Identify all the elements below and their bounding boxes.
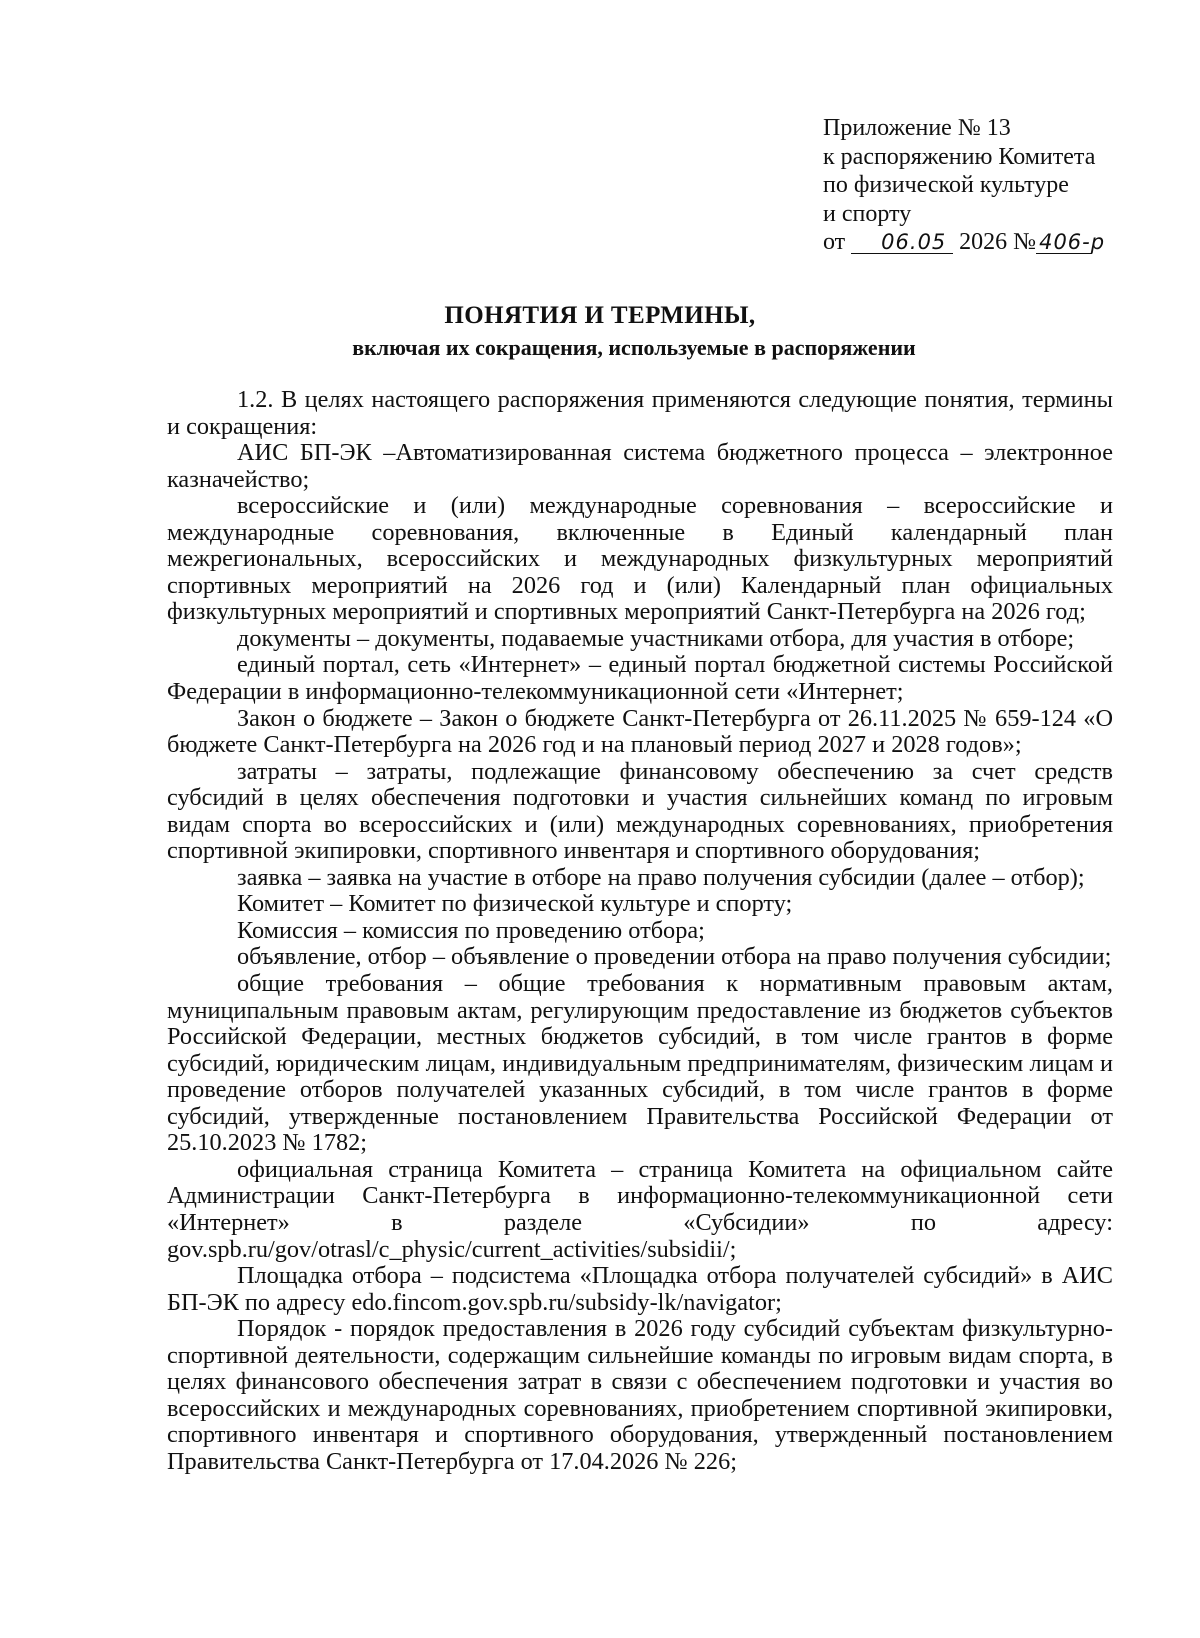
paragraph: единый портал, сеть «Интернет» – единый портал бюджетной системы Российской Федерации в информационно-телекоммуникационной сети «Интернет; — [167, 651, 1113, 706]
document-body — [167, 387, 1113, 1475]
paragraph: Комитет – Комитет по физической культуре и спорту; — [237, 890, 793, 918]
paragraph: объявление, отбор – объявление о проведении отбора на право получения субсидии; — [237, 943, 1112, 971]
appendix-line: и спорту — [823, 200, 912, 227]
paragraph: официальная страница Комитета – страница Комитета на официальном сайте Администрации Санкт-Петербурга в информационно-телекоммуникационной сети «Интернет» в разделе «Субсидии» по адресу: gov.spb.ru/gov/otrasl/c_physic/current_activities/subsidii/; — [167, 1155, 1113, 1263]
appendix-line: к распоряжению Комитета — [823, 143, 1096, 170]
handwritten-number: 406-р — [1036, 231, 1092, 254]
handwritten-date: 06.05 — [851, 231, 953, 254]
paragraph: Закон о бюджете – Закон о бюджете Санкт-Петербурга от 26.11.2025 № 659-124 «О бюджете Санкт-Петербурга на 2026 год и на плановый период 2027 и 2028 годов»; — [167, 704, 1113, 759]
paragraph: затраты – затраты, подлежащие финансовому обеспечению за счет средств субсидий в целях обеспечения подготовки и участия сильнейших команд по игровым видам спорта во всероссийских и (или) международных соревнованиях, приобретения спортивной экипировки, спортивного инвентаря и спортивного оборудования; — [167, 757, 1113, 865]
paragraph: Комиссия – комиссия по проведению отбора; — [237, 916, 705, 944]
appendix-line: по физической культуре — [823, 172, 1069, 198]
date-prefix: от — [823, 229, 846, 255]
document-subtitle: включая их сокращения, используемые в распоряжении — [352, 335, 916, 360]
paragraph: 1.2. В целях настоящего распоряжения применяются следующие понятия, термины и сокращения: — [167, 386, 1113, 440]
date-number-line — [823, 228, 1163, 257]
document-title: ПОНЯТИЯ И ТЕРМИНЫ, — [444, 302, 756, 329]
paragraph: Порядок - порядок предоставления в 2026 году субсидий субъектам физкультурно-спортивной деятельности, содержащим сильнейшие команды по игровым видам спорта, в целях финансового обеспечения затрат в связи с обеспечением подготовки и участия во всероссийских и международных соревнованиях, приобретением спортивной экипировки, спортивного инвентаря и спортивного оборудования, утвержденный постановлением Правительства Санкт-Петербурга от 17.04.2026 № 226; — [167, 1315, 1113, 1475]
paragraph: документы – документы, подаваемые участниками отбора, для участия в отборе; — [237, 624, 1075, 652]
appendix-header — [823, 114, 1163, 257]
paragraph: всероссийские и (или) международные соревнования – всероссийские и международные соревнования, включенные в Единый календарный план межрегиональных, всероссийских и международных физкультурных мероприятий спортивных мероприятий на 2026 год и (или) Календарный план официальных физкультурных мероприятий и спортивных мероприятий Санкт-Петербурга на 2026 год; — [167, 492, 1113, 626]
paragraph: Площадка отбора – подсистема «Площадка отбора получателей субсидий» в АИС БП-ЭК по адресу edo.fincom.gov.spb.ru/subsidy-lk/navigator; — [167, 1262, 1113, 1316]
year-number-label: 2026 № — [959, 229, 1037, 255]
paragraph: заявка – заявка на участие в отборе на право получения субсидии (далее – отбор); — [237, 863, 1085, 891]
appendix-line: Приложение № 13 — [823, 115, 1011, 141]
paragraph: АИС БП-ЭК –Автоматизированная система бюджетного процесса – электронное казначейство; — [167, 439, 1113, 493]
paragraph: общие требования – общие требования к нормативным правовым актам, муниципальным правовым актам, регулирующим предоставление из бюджетов субъектов Российской Федерации, местных бюджетов субсидий, в том числе грантов в форме субсидий, юридическим лицам, индивидуальным предпринимателям, физическим лицам и проведение отборов получателей указанных субсидий, в том числе грантов в форме субсидий, утвержденные постановлением Правительства Российской Федерации от 25.10.2023 № 1782; — [167, 970, 1113, 1157]
